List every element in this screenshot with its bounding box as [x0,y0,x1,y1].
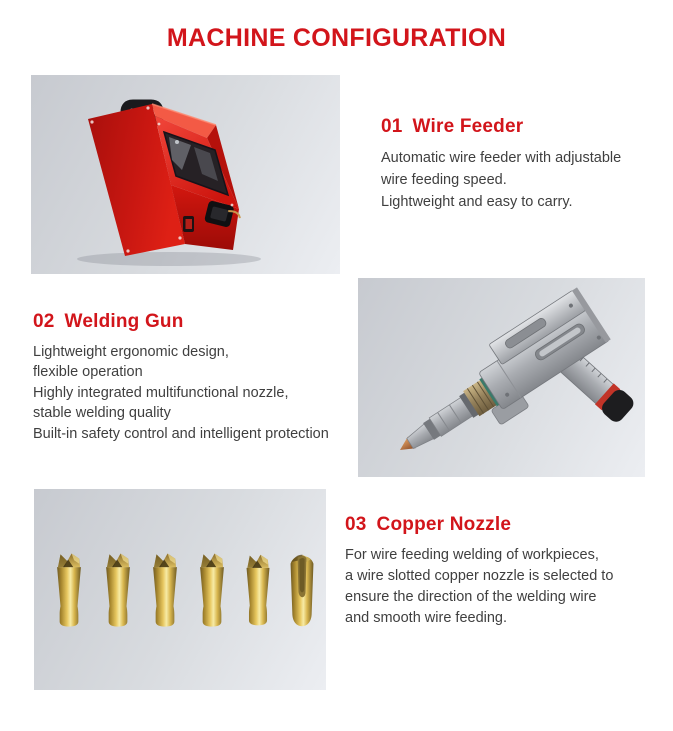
description-line: Highly integrated multifunctional nozzle, [33,384,289,401]
description-line: flexible operation [33,364,143,381]
description-line: Lightweight and easy to carry. [381,194,573,210]
description-line: stable welding quality [33,405,171,422]
copper-nozzle-image [34,489,326,690]
description-line: wire feeding speed. [381,172,507,188]
welding-gun-photo [358,278,645,477]
welding-gun-image [358,278,645,477]
wire-feeder-image [31,75,340,274]
page-title: MACHINE CONFIGURATION [166,24,507,52]
wire-feeder-photo [31,75,340,274]
section-title: Wire Feeder [412,116,524,137]
welding-gun-heading [33,311,363,333]
description-line: ensure the direction of the welding wire [345,589,597,605]
description-line: and smooth wire feeding. [345,610,508,626]
description-line: a wire slotted copper nozzle is selected to [345,568,614,584]
section-title: Welding Gun [64,311,184,332]
copper-nozzle-photo [34,489,326,690]
copper-nozzle-text [345,514,670,629]
description-line: Built-in safety control and intelligent protection [33,425,329,442]
copper-nozzle-heading [345,514,670,536]
wire-feeder-text [381,116,661,213]
section-number: 01 [381,116,403,137]
wire-feeder-heading [381,116,661,138]
section-number: 02 [33,311,55,332]
description-line: For wire feeding welding of workpieces, [345,547,599,563]
section-number: 03 [345,514,367,535]
description-line: Lightweight ergonomic design, [33,344,229,360]
description-line: Automatic wire feeder with adjustable [381,150,622,166]
welding-gun-text [33,311,363,444]
section-title: Copper Nozzle [376,514,512,535]
